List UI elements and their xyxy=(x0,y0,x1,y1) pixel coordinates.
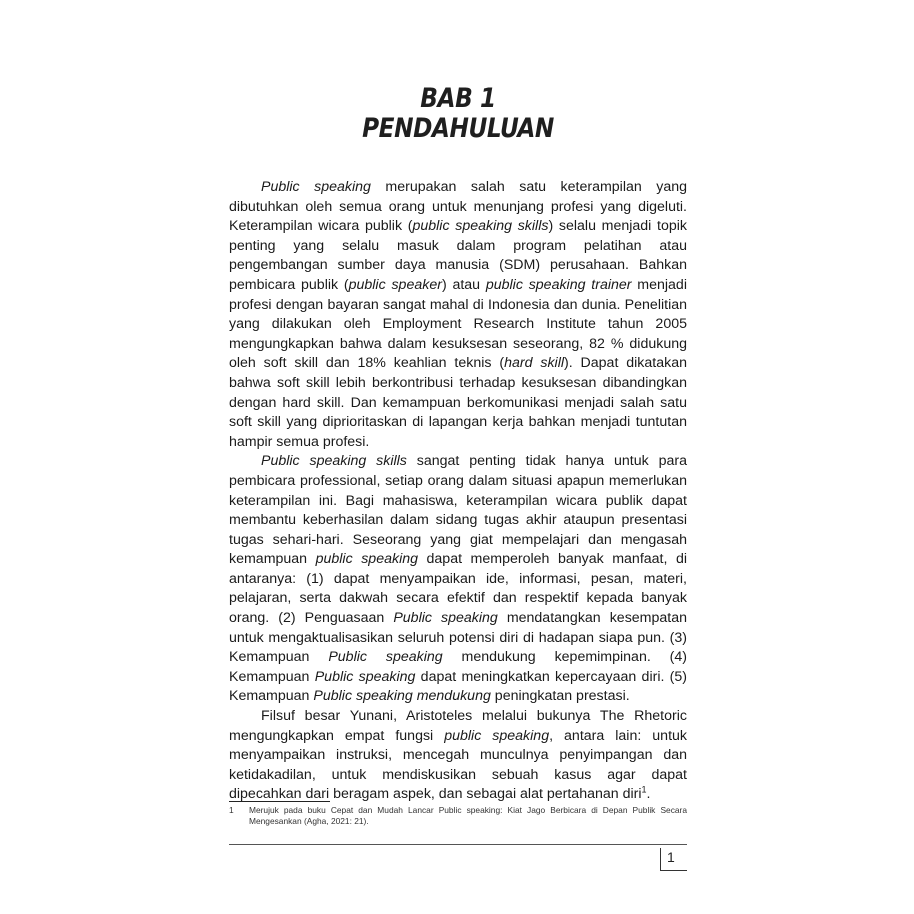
text-run: merupakan salah satu keterampilan yang dibutuhkan oleh semua orang untuk menunjang profesi yang digeluti. Keterampilan wicara publik ( xyxy=(229,179,688,235)
text-run: menjadi profesi dengan bayaran sangat mahal di Indonesia dan dunia. Penelitian yang dilakukan oleh Employment Research Institute tahun 2005 mengungkapkan bahwa dalam kesuksesan seseorang, 82 % didukung oleh soft skill dan 18% keahlian teknis ( xyxy=(229,276,687,372)
italic-term: public speaking xyxy=(444,727,550,744)
footnote-divider xyxy=(229,801,330,802)
italic-term: Public speaking xyxy=(328,649,443,666)
italic-term: Public speaking xyxy=(314,668,416,685)
text-run: dapat meningkatkan kepercayaan diri. (5) Kemampuan xyxy=(229,668,688,705)
chapter-title: PENDAHULUAN xyxy=(362,113,554,144)
chapter-heading xyxy=(229,84,687,144)
footnote-text: Merujuk pada buku Cepat dan Mudah Lancar Public speaking: Kiat Jago Berbicara di Depan Publik Secara Mengesankan (Agha, 2021: 21). xyxy=(249,805,687,826)
footnote xyxy=(229,805,687,826)
chapter-label: BAB 1 xyxy=(420,83,496,114)
footnote-reference: 1 xyxy=(641,784,647,795)
text-run: . xyxy=(646,786,651,803)
text-run: mendukung kepemimpinan. (4) Kemampuan xyxy=(229,649,687,685)
paragraph xyxy=(229,178,687,452)
text-run: sangat penting tidak hanya untuk para pembicara professional, setiap orang dalam situasi apapun memerlukan keterampilan ini. Bagi mahasiswa, keterampilan wicara publik dapat membantu keberhasilan dalam sidang tugas akhir ataupun presentasi tugas sehari-hari. Seseorang yang giat mempelajari dan mengasah kemampuan xyxy=(229,453,687,568)
italic-term: public speaking skills xyxy=(412,218,549,235)
paragraph xyxy=(229,707,687,805)
paragraph xyxy=(229,452,687,707)
text-run: peningkatan prestasi. xyxy=(490,688,630,705)
italic-term: public speaking trainer xyxy=(485,276,632,293)
italic-term: Public speaking xyxy=(261,179,371,195)
italic-term: public speaking xyxy=(315,551,418,568)
text-run: ) selalu menjadi topik penting yang selalu masuk dalam program pelatihan atau pengembangan sumber daya manusia (SDM) perusahaan. Bahkan pembicara publik ( xyxy=(229,218,687,293)
text-run: ). Dapat dikatakan bahwa soft skill lebih berkontribusi terhadap kesuksesan dibandingkan dengan hard skill. Dan kemampuan berkomunikasi menjadi salah satu soft skill yang diprioritaskan di lapangan kerja bahkan menjadi tuntutan hampir semua profesi. xyxy=(229,355,687,450)
body-text xyxy=(229,178,687,805)
italic-term: hard skill xyxy=(504,355,564,372)
text-run: , antara lain: untuk menyampaikan instruksi, mencegah munculnya penyimpangan dan ketidakadilan, untuk mendiskusikan sebuah kasus agar dapat dipecahkan dari beragam aspek, dan sebagai alat pertahanan diri xyxy=(229,727,688,803)
text-run: mendatangkan kesempatan untuk mengaktualisasikan seluruh potensi diri di hadapan siapa pun. (3) Kemampuan xyxy=(229,610,688,666)
page-number: 1 xyxy=(667,849,675,865)
text-run: ) atau xyxy=(441,276,486,293)
text-run: Filsuf besar Yunani, Aristoteles melalui bukunya The Rhetoric mengungkapkan empat fungsi xyxy=(229,708,687,744)
italic-term: Public speaking skills xyxy=(261,453,407,470)
italic-term: Public speaking mendukung xyxy=(313,688,491,705)
italic-term: Public speaking xyxy=(393,610,498,627)
italic-term: public speaker xyxy=(348,276,442,293)
text-run: dapat memperoleh banyak manfaat, di antaranya: (1) dapat menyampaikan ide, informasi, pesan, materi, pelajaran, serta dakwah secara efektif dan respektif kepada banyak orang. (2) Penguasaan xyxy=(229,551,687,627)
bottom-divider xyxy=(229,844,687,845)
footnote-number: 1 xyxy=(229,805,234,815)
